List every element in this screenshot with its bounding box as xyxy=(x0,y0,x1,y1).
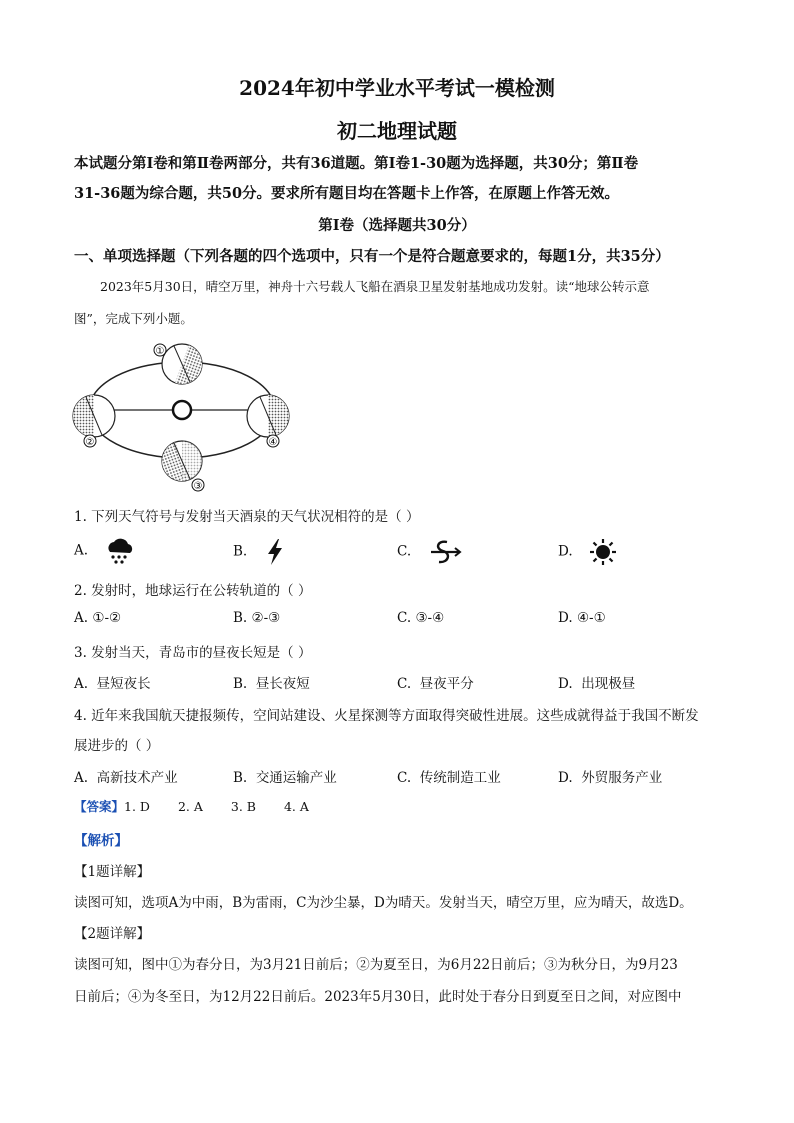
q2-option-c[interactable]: C. ③-④ xyxy=(397,610,445,626)
svg-text:②: ② xyxy=(85,437,95,448)
answer-line xyxy=(74,797,309,815)
q1-analysis-header: 【1题详解】 xyxy=(74,864,151,880)
q2-analysis-header: 【2题详解】 xyxy=(74,926,151,942)
earth-position-4 xyxy=(247,395,289,437)
sandstorm-icon xyxy=(427,538,463,566)
intro-line-1: 本试题分第Ⅰ卷和第Ⅱ卷两部分，共有36道题。第Ⅰ卷1-30题为选择题，共30分；第Ⅱ卷 xyxy=(74,155,639,172)
exam-title: 2024年初中学业水平考试一模检测 xyxy=(239,76,555,100)
part1-title: 第Ⅰ卷（选择题共30分） xyxy=(318,217,476,234)
q4-option-b[interactable]: B. 交通运输产业 xyxy=(233,770,337,786)
svg-text:③: ③ xyxy=(193,481,203,492)
q2-analysis-line-1: 读图可知，图中①为春分日，为3月21日前后；②为夏至日，为6月22日前后；③为秋分日，为9月23 xyxy=(74,957,678,973)
question-2-stem: 2. 发射时，地球运行在公转轨道的（ ） xyxy=(74,583,312,599)
svg-text:①: ① xyxy=(155,346,165,357)
q1-option-c[interactable]: C. xyxy=(397,538,463,566)
q3-option-c[interactable]: C. 昼夜平分 xyxy=(397,676,474,692)
analysis-label: 【解析】 xyxy=(74,833,128,849)
q3-option-d[interactable]: D. 出现极昼 xyxy=(558,676,636,692)
exam-subtitle: 初二地理试题 xyxy=(337,119,457,143)
question-4-stem-line-2: 展进步的（ ） xyxy=(74,738,160,754)
section1-title: 一、单项选择题（下列各题的四个选项中，只有一个是符合题意要求的，每题1分，共35分） xyxy=(74,248,670,265)
svg-text:④: ④ xyxy=(268,437,278,448)
figure-label-4 xyxy=(267,435,279,448)
q2-option-b[interactable]: B. ②-③ xyxy=(233,610,281,626)
q2-option-d[interactable]: D. ④-① xyxy=(558,610,606,626)
lightning-icon xyxy=(264,538,286,566)
q4-option-c[interactable]: C. 传统制造工业 xyxy=(397,770,501,786)
figure-label-3 xyxy=(192,479,204,492)
q1-option-d[interactable]: D. xyxy=(558,538,617,566)
q4-option-a[interactable]: A. 高新技术产业 xyxy=(74,770,178,786)
passage-line-1: 2023年5月30日，晴空万里，神舟十六号载人飞船在酒泉卫星发射基地成功发射。读“地球公转示意 xyxy=(100,279,650,294)
figure-label-2 xyxy=(84,435,96,448)
question-3-stem: 3. 发射当天，青岛市的昼夜长短是（ ） xyxy=(74,645,312,661)
figure-label-1 xyxy=(154,344,166,357)
answer-4: 4. A xyxy=(283,799,309,814)
question-4-stem-line-1: 4. 近年来我国航天捷报频传，空间站建设、火星探测等方面取得突破性进展。这些成就得益于我国不断发 xyxy=(74,708,699,724)
intro-line-2: 31-36题为综合题，共50分。要求所有题目均在答题卡上作答，在原题上作答无效。 xyxy=(74,185,620,202)
earth-position-2 xyxy=(73,395,115,437)
q1-option-b[interactable]: B. xyxy=(233,538,286,566)
q1-analysis-text: 读图可知，选项A为中雨，B为雷雨，C为沙尘暴，D为晴天。发射当天，晴空万里，应为晴天，故选D。 xyxy=(74,895,693,911)
q1-option-a[interactable]: A. xyxy=(74,538,136,564)
answer-label: 【答案】 xyxy=(74,799,125,814)
earth-revolution-diagram xyxy=(70,338,330,498)
q4-option-d[interactable]: D. 外贸服务产业 xyxy=(558,770,663,786)
question-1-stem: 1. 下列天气符号与发射当天酒泉的天气状况相符的是（ ） xyxy=(74,509,420,525)
answer-1: 1. D xyxy=(124,799,150,814)
q2-analysis-line-2: 日前后；④为冬至日，为12月22日前后。2023年5月30日，此时处于春分日到夏至日之间，对应图中 xyxy=(74,989,682,1005)
earth-position-1 xyxy=(162,344,208,390)
sun xyxy=(173,401,191,419)
q3-option-b[interactable]: B. 昼长夜短 xyxy=(233,676,310,692)
q3-option-a[interactable]: A. 昼短夜长 xyxy=(74,676,151,692)
answer-2: 2. A xyxy=(177,799,203,814)
sun-icon xyxy=(589,538,617,566)
rain-cloud-icon xyxy=(104,538,136,564)
passage-line-2: 图”，完成下列小题。 xyxy=(74,311,193,326)
answer-3: 3. B xyxy=(230,799,256,814)
q2-option-a[interactable]: A. ①-② xyxy=(74,610,122,626)
